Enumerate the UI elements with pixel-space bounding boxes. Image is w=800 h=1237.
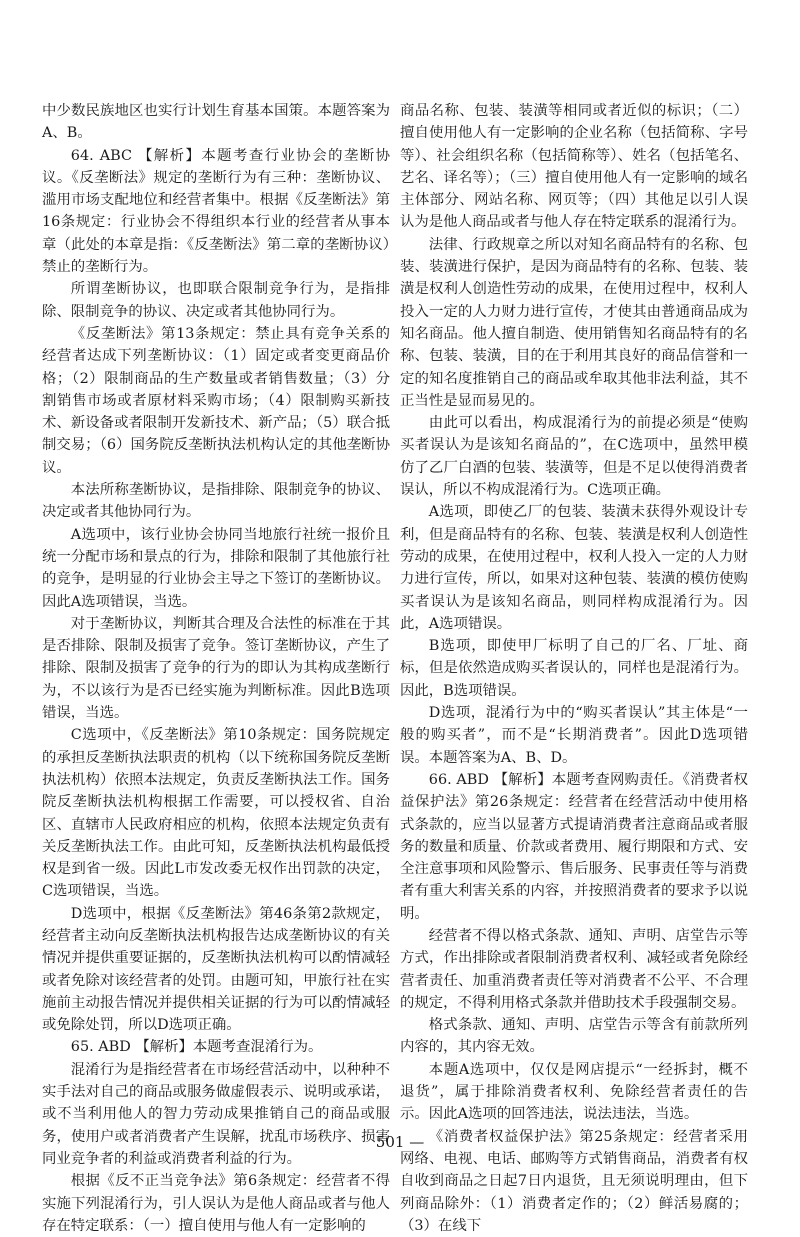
left-column — [42, 100, 390, 1237]
paragraph: 65. ABD 【解析】本题考查混淆行为。 — [70, 1039, 323, 1056]
paragraph: 所谓垄断协议，也即联合限制竞争行为，是指排除、限制竞争的协议、决定或者其他协同行为。 — [42, 281, 390, 320]
paragraph: 法律、行政规章之所以对知名商品特有的名称、包装、装潢进行保护，是因为商品特有的名称、包装、装潢是权利人创造性劳动的成果，在使用过程中，权利人投入一定的人力财力进行宣传，才使其由普通商品成为知名商品。他人擅自制造、使用销售知名商品特有的名称、包装、装潢，目的在于利用其良好的商品信誉和一定的知名度推销自己的商品或牟取其他非法利益，其不正当性是显而易见的。 — [400, 236, 748, 409]
paragraph: A选项中，该行业协会协同当地旅行社统一报价且统一分配市场和景点的行为，排除和限制了其他旅行社的竞争，是明显的行业协会主导之下签订的垄断协议。因此A选项错误，当选。 — [42, 526, 390, 610]
paragraph: C选项中，《反垄断法》第10条规定：国务院规定的承担反垄断执法职责的机构（以下统称国务院反垄断执法机构）依照本法规定，负责反垄断执法工作。国务院反垄断执法机构根据工作需要，可以授权省、自治区、直辖市人民政府相应的机构，依照本法规定负责有关反垄断执法工作。由此可知，反垄断执法机构最低授权是到省一级。因此L市发改委无权作出罚款的决定，C选项错误，当选。 — [42, 727, 390, 900]
page-number: 501 — — [375, 1133, 425, 1151]
paragraph: D选项中，根据《反垄断法》第46条第2款规定，经营者主动向反垄断执法机构报告达成垄断协议的有关情况并提供重要证据的，反垄断执法机构可以酌情减轻或者免除对该经营者的处罚。由题可知，甲旅行社在实施前主动报告情况并提供相关证据的行为可以酌情减轻或免除处罚，所以D选项正确。 — [42, 905, 390, 1034]
paragraph: 《反垄断法》第13条规定：禁止具有竞争关系的经营者达成下列垄断协议：（1）固定或者变更商品价格；（2）限制商品的生产数量或者销售数量；（3）分割销售市场或者原材料采购市场；（4）限制购买新技术、新设备或者限制开发新技术、新产品；（5）联合抵制交易；（6）国务院反垄断执法机构认定的其他垄断协议。 — [42, 325, 390, 476]
paragraph: B选项，即使甲厂标明了自己的厂名、厂址、商标，但是依然造成购买者误认的，同样也是混淆行为。因此，B选项错误。 — [400, 638, 748, 699]
paragraph: 格式条款、通知、声明、店堂告示等含有前款所列内容的，其内容无效。 — [400, 1017, 748, 1056]
paragraph: 64. ABC 【解析】本题考查行业协会的垄断协议。《反垄断法》规定的垄断行为有三种：垄断协议、滥用市场支配地位和经营者集中。根据《反垄断法》第16条规定：行业协会不得组织本行业的经营者从事本章（此处的本章是指：《反垄断法》第二章的垄断协议）禁止的垄断行为。 — [42, 147, 390, 276]
paragraph: 混淆行为是指经营者在市场经营活动中，以种种不实手法对自己的商品或服务做虚假表示、说明或承诺，或不当利用他人的智力劳动成果推销自己的商品或服务，使用户或者消费者产生误解，扰乱市场秩序、损害同业竞争者的利益或消费者利益的行为。 — [42, 1061, 390, 1167]
paragraph: 《消费者权益保护法》第25条规定：经营者采用网络、电视、电话、邮购等方式销售商品，消费者有权自收到商品之日起7日内退货，且无须说明理由，但下列商品除外：（1）消费者定作的；（2）鲜活易腐的；（3）在线下 — [400, 1128, 748, 1234]
paragraph: A选项，即使乙厂的包装、装潢未获得外观设计专利，但是商品特有的名称、包装、装潢是权利人创造性劳动的成果，在使用过程中，权利人投入一定的人力财力进行宣传，所以，如果对这种包装、装潢的模仿使购买者误认为是该知名商品，则同样构成混淆行为。因此，A选项错误。 — [400, 504, 748, 632]
paragraph: 经营者不得以格式条款、通知、声明、店堂告示等方式，作出排除或者限制消费者权利、减轻或者免除经营者责任、加重消费者责任等对消费者不公平、不合理的规定，不得利用格式条款并借助技术手段强制交易。 — [400, 927, 748, 1011]
right-column — [400, 100, 748, 1237]
paragraph: 商品名称、包装、装潢等相同或者近似的标识；（二）擅自使用他人有一定影响的企业名称（包括简称、字号等）、社会组织名称（包括简称等）、姓名（包括笔名、艺名、译名等）；（三）擅自使用他人有一定影响的域名主体部分、网站名称、网页等；（四）其他足以引人误认为是他人商品或者与他人存在特定联系的混淆行为。 — [400, 103, 748, 231]
paragraph: 对于垄断协议，判断其合理及合法性的标准在于其是否排除、限制及损害了竞争。签订垄断协议，产生了排除、限制及损害了竞争的行为的即认为其构成垄断行为，不以该行为是否已经实施为判断标准。因此B选项错误，当选。 — [42, 615, 390, 722]
paragraph: 根据《反不正当竞争法》第6条规定：经营者不得实施下列混淆行为，引人误认为是他人商品或者与他人存在特定联系：（一）擅自使用与他人有一定影响的 — [42, 1173, 390, 1234]
paragraph: 本法所称垄断协议，是指排除、限制竞争的协议、决定或者其他协同行为。 — [42, 482, 390, 521]
paragraph: D选项，混淆行为中的“购买者误认”其主体是“一般的购买者”，而不是“长期消费者”。因此D选项错误。本题答案为A、B、D。 — [400, 705, 748, 766]
paragraph: 由此可以看出，构成混淆行为的前提必须是“使购买者误认为是该知名商品的”，在C选项中，虽然甲模仿了乙厂白酒的包装、装潢等，但是不足以使得消费者误认，所以不构成混淆行为。C选项正确。 — [400, 415, 748, 499]
paragraph: 本题A选项中，仅仅是网店提示“一经拆封，概不退货”，属于排除消费者权利、免除经营者责任的告示。因此A选项的回答违法，说法违法，当选。 — [400, 1061, 748, 1123]
paragraph: 中少数民族地区也实行计划生育基本国策。本题答案为A、B。 — [42, 103, 390, 142]
paragraph: 66. ABD 【解析】本题考查网购责任。《消费者权益保护法》第26条规定：经营者在经营活动中使用格式条款的，应当以显著方式提请消费者注意商品或者服务的数量和质量、价款或者费用、履行期限和方式、安全注意事项和风险警示、售后服务、民事责任等与消费者有重大利害关系的内容，并按照消费者的要求予以说明。 — [400, 771, 748, 922]
